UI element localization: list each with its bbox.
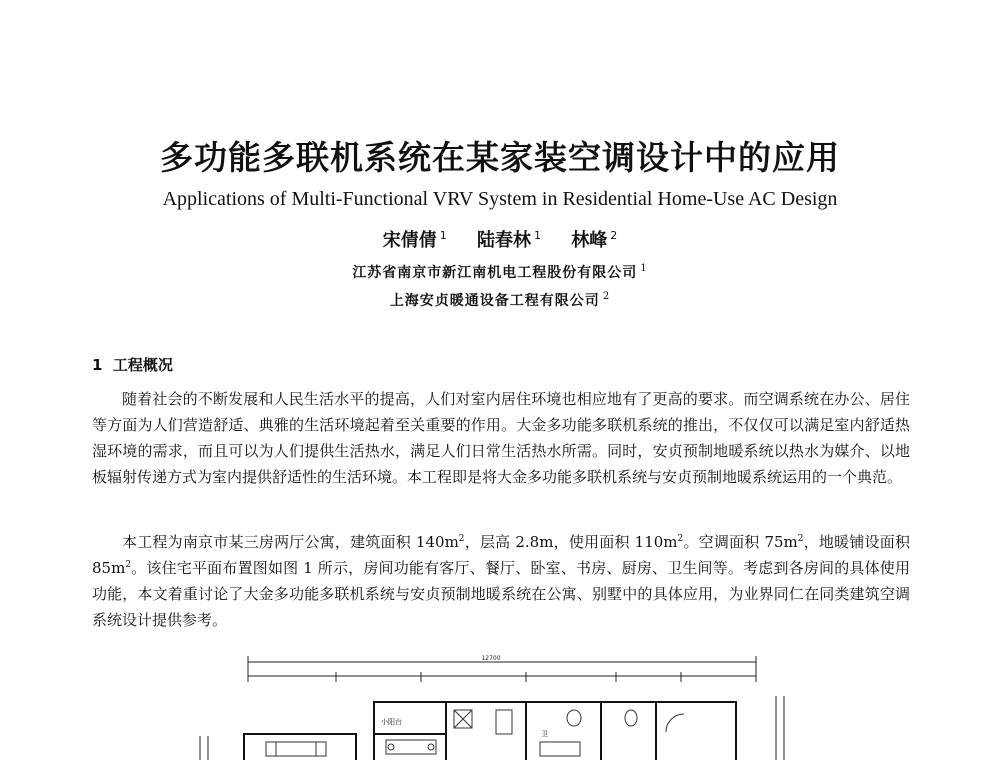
paper-title-en: Applications of Multi-Functional VRV System in Residential Home-Use AC Design: [162, 188, 838, 210]
superscript: 2: [797, 534, 804, 544]
affiliation-1: [0, 262, 1000, 282]
section-title: 工程概况: [112, 356, 173, 374]
author-list: [0, 226, 1000, 252]
author-name: 宋倩倩: [382, 230, 437, 251]
affiliation-mark: 1: [640, 263, 648, 275]
fixture: [540, 742, 580, 756]
plan-walls: [244, 702, 736, 760]
dimension-label: 12700: [481, 655, 501, 662]
section-number: 1: [92, 356, 103, 374]
room-label: 小阳台: [381, 718, 402, 726]
paper-title-zh: 多功能多联机系统在某家装空调设计中的应用: [160, 138, 840, 177]
floor-plan-drawing: [196, 652, 816, 760]
room-label: 卫: [541, 730, 548, 738]
affiliation-2: [0, 290, 1000, 310]
superscript: 2: [125, 560, 132, 570]
author-name: 林峰: [571, 230, 608, 251]
author: [477, 230, 541, 251]
superscript: 2: [677, 534, 684, 544]
text-run: 。空调面积 75m: [683, 533, 798, 551]
affiliation-mark: 2: [602, 291, 611, 303]
author: [383, 230, 447, 251]
affiliation-name: 江苏省南京市新江南机电工程股份有限公司: [352, 265, 638, 281]
author-name: 陆春林: [477, 230, 531, 251]
toilet-fixture: [567, 710, 581, 726]
door-swing: [666, 714, 684, 732]
text-run: ，地暖铺设面积 85m: [92, 533, 910, 577]
affiliation-mark: 1: [439, 229, 447, 242]
floor-plan-figure: [196, 652, 816, 760]
section-heading: [92, 354, 173, 375]
text-run: 。该住宅平面布置图如图 1 所示，房间功能有客厅、餐厅、卧室、书房、厨房、卫生间等。考虑到各房间的具体使用功能，本文着重讨论了大金多功能多联机系统与安贞预制地暖系统在公寓、别墅中的具体应用，为业界同仁在同类建筑空调系统设计提供参考。: [92, 559, 910, 629]
toilet-fixture: [625, 710, 637, 726]
body-paragraph-1: 随着社会的不断发展和人民生活水平的提高，人们对室内居住环境也相应地有了更高的要求。而空调系统在办公、居住等方面为人们营造舒适、典雅的生活环境起着至关重要的作用。大金多功能多联机系统的推出，不仅仅可以满足室内舒适热湿环境的需求，而且可以为人们提供生活热水，满足人们日常生活热水所需。同时，安贞预制地暖系统以热水为媒介、以地板辐射传递方式为室内提供舒适性的生活环境。本工程即是将大金多功能多联机系统与安贞预制地暖系统运用的一个典范。: [92, 390, 910, 486]
affiliation-name: 上海安贞暖通设备工程有限公司: [389, 293, 600, 309]
fixture: [428, 744, 434, 750]
fixture: [388, 744, 394, 750]
body-paragraph-2: [92, 529, 910, 633]
text-run: 本工程为南京市某三房两厅公寓，建筑面积 140m: [122, 533, 459, 551]
fixture: [496, 710, 512, 734]
affiliation-mark: 2: [610, 229, 618, 242]
wall-outline: [374, 702, 736, 760]
dimension-lines: [200, 656, 784, 760]
text-run: ，层高 2.8m，使用面积 110m: [464, 533, 678, 551]
fixture: [266, 742, 326, 756]
superscript: 2: [458, 534, 465, 544]
author: [571, 230, 617, 251]
affiliation-mark: 1: [534, 229, 541, 242]
